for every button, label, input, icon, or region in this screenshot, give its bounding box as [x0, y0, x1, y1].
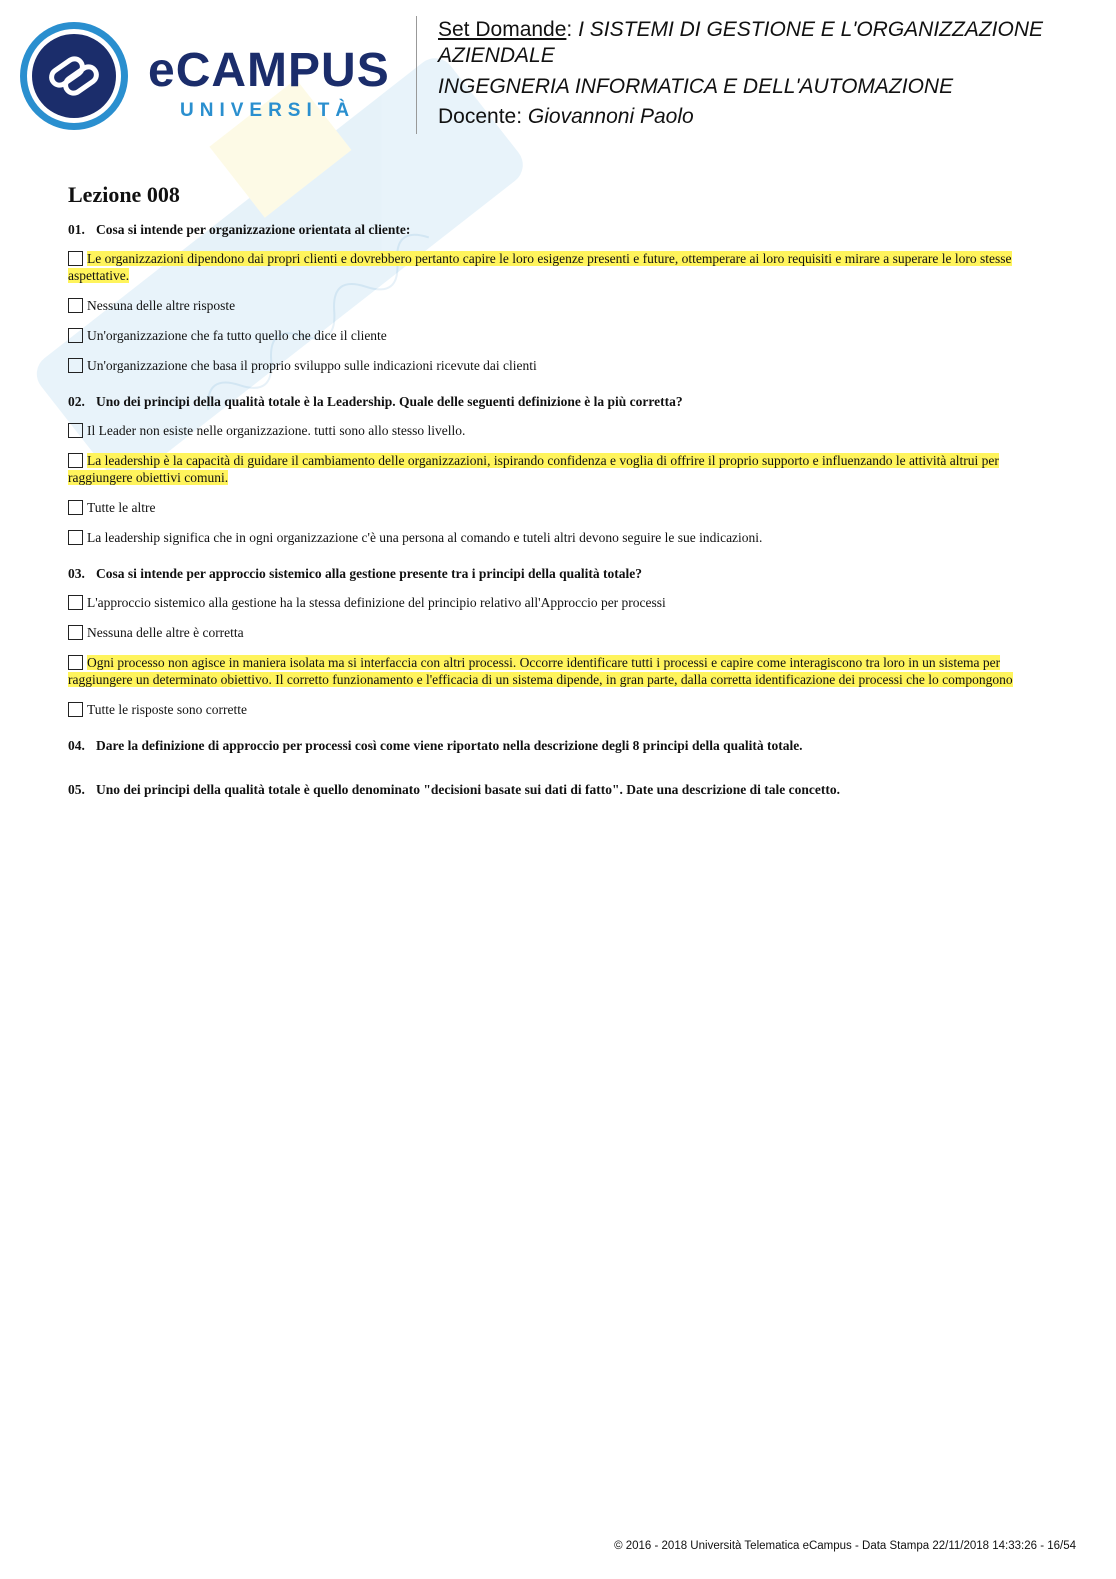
- question-01: [68, 222, 1048, 374]
- answer-option: [68, 357, 1048, 374]
- course-line: [438, 74, 1098, 100]
- question-05: [68, 782, 1048, 798]
- course-name: INGEGNERIA INFORMATICA E DELL'AUTOMAZIONE: [438, 75, 954, 98]
- answer-option: [68, 327, 1048, 344]
- answer-option: [68, 701, 1048, 718]
- question-text: [68, 394, 1048, 410]
- question-label: Uno dei principi della qualità totale è la Leadership. Quale delle seguenti definizione è la più corretta?: [96, 394, 683, 409]
- answer-checkbox[interactable]: [68, 358, 83, 373]
- answer-option: [68, 624, 1048, 641]
- answer-option: [68, 529, 1048, 546]
- answer-option: [68, 654, 1048, 688]
- question-label: Cosa si intende per approccio sistemico alla gestione presente tra i principi della qualità totale?: [96, 566, 642, 581]
- answer-checkbox[interactable]: [68, 298, 83, 313]
- question-label: Uno dei principi della qualità totale è quello denominato "decisioni basate sui dati di fatto". Date una descrizione di tale concetto.: [96, 782, 840, 797]
- answer-checkbox[interactable]: [68, 500, 83, 515]
- answer-option: [68, 452, 1048, 486]
- question-number: 01.: [68, 222, 85, 237]
- question-text: [68, 738, 1048, 754]
- answer-label-highlighted: La leadership è la capacità di guidare il cambiamento delle organizzazioni, ispirando confidenza e voglia di offrire il proprio supporto e influenzando le attività altrui per raggiungere obiettivi comuni.: [68, 453, 999, 485]
- answer-checkbox[interactable]: [68, 625, 83, 640]
- answer-checkbox[interactable]: [68, 423, 83, 438]
- answer-checkbox[interactable]: [68, 453, 83, 468]
- question-text: [68, 222, 1048, 238]
- header-divider: [416, 16, 417, 134]
- answer-option: [68, 499, 1048, 516]
- answer-option: [68, 594, 1048, 611]
- answer-label-highlighted: Le organizzazioni dipendono dai propri clienti e dovrebbero pertanto capire le loro esigenze presenti e future, ottemperare ai loro requisiti e mirare a superare le loro stesse aspettative.: [68, 251, 1012, 283]
- answer-checkbox[interactable]: [68, 595, 83, 610]
- question-text: [68, 782, 1048, 798]
- answer-checkbox[interactable]: [68, 251, 83, 266]
- answer-label: Tutte le altre: [87, 500, 156, 515]
- lesson-title: Lezione 008: [68, 182, 180, 207]
- answer-option: [68, 250, 1048, 284]
- page-footer: © 2016 - 2018 Università Telematica eCampus - Data Stampa 22/11/2018 14:33:26 - 16/54: [614, 1540, 1076, 1552]
- brand-subtitle: UNIVERSITÀ: [180, 100, 356, 121]
- question-number: 03.: [68, 566, 85, 581]
- answer-label: L'approccio sistemico alla gestione ha la stessa definizione del principio relativo all'Approccio per processi: [87, 595, 666, 610]
- question-03: [68, 566, 1048, 718]
- question-number: 02.: [68, 394, 85, 409]
- content: [68, 182, 1048, 826]
- question-04: [68, 738, 1048, 754]
- question-label: Cosa si intende per organizzazione orientata al cliente:: [96, 222, 411, 237]
- brand: [148, 46, 398, 126]
- answer-label-highlighted: Ogni processo non agisce in maniera isolata ma si interfaccia con altri processi. Occorre identificare tutti i processi e capire come interagiscono tra loro in un sistema per raggiungere un determinato obiettivo. Il corretto funzionamento e l'efficacia di un sistema dipende, in gran parte, dalla corretta identificazione dei processi che lo compongono: [68, 655, 1013, 687]
- answer-label: Un'organizzazione che basa il proprio sviluppo sulle indicazioni ricevute dai clienti: [87, 358, 537, 373]
- answer-checkbox[interactable]: [68, 328, 83, 343]
- answer-label: La leadership significa che in ogni organizzazione c'è una persona al comando e tuteli altri devono seguire le sue indicazioni.: [87, 530, 763, 545]
- teacher-label: Docente:: [438, 105, 528, 128]
- question-number: 05.: [68, 782, 85, 797]
- answer-label: Nessuna delle altre è corretta: [87, 625, 244, 640]
- set-label: Set Domande: [438, 18, 567, 41]
- answer-checkbox[interactable]: [68, 655, 83, 670]
- teacher-name: Giovannoni Paolo: [527, 105, 694, 128]
- ecampus-logo-icon: [18, 20, 130, 132]
- answer-label: Tutte le risposte sono corrette: [87, 702, 247, 717]
- answer-label: Nessuna delle altre risposte: [87, 298, 236, 313]
- answer-checkbox[interactable]: [68, 702, 83, 717]
- teacher-line: [438, 104, 1098, 130]
- answer-option: [68, 422, 1048, 439]
- answer-checkbox[interactable]: [68, 530, 83, 545]
- question-text: [68, 566, 1048, 582]
- set-line: Set Domande: I SISTEMI DI GESTIONE E L'ORGANIZZAZIONE AZIENDALE: [438, 18, 1043, 67]
- question-label: Dare la definizione di approccio per processi così come viene riportato nella descrizione degli 8 principi della qualità totale.: [96, 738, 803, 753]
- document-header: [438, 17, 1098, 130]
- answer-label: Il Leader non esiste nelle organizzazione. tutti sono allo stesso livello.: [87, 423, 466, 438]
- answer-label: Un'organizzazione che fa tutto quello che dice il cliente: [87, 328, 387, 343]
- brand-name: eCAMPUS: [148, 44, 390, 97]
- question-02: [68, 394, 1048, 546]
- set-title: I SISTEMI DI GESTIONE E L'ORGANIZZAZIONE AZIENDALE: [438, 18, 1043, 67]
- answer-option: [68, 297, 1048, 314]
- question-number: 04.: [68, 738, 85, 753]
